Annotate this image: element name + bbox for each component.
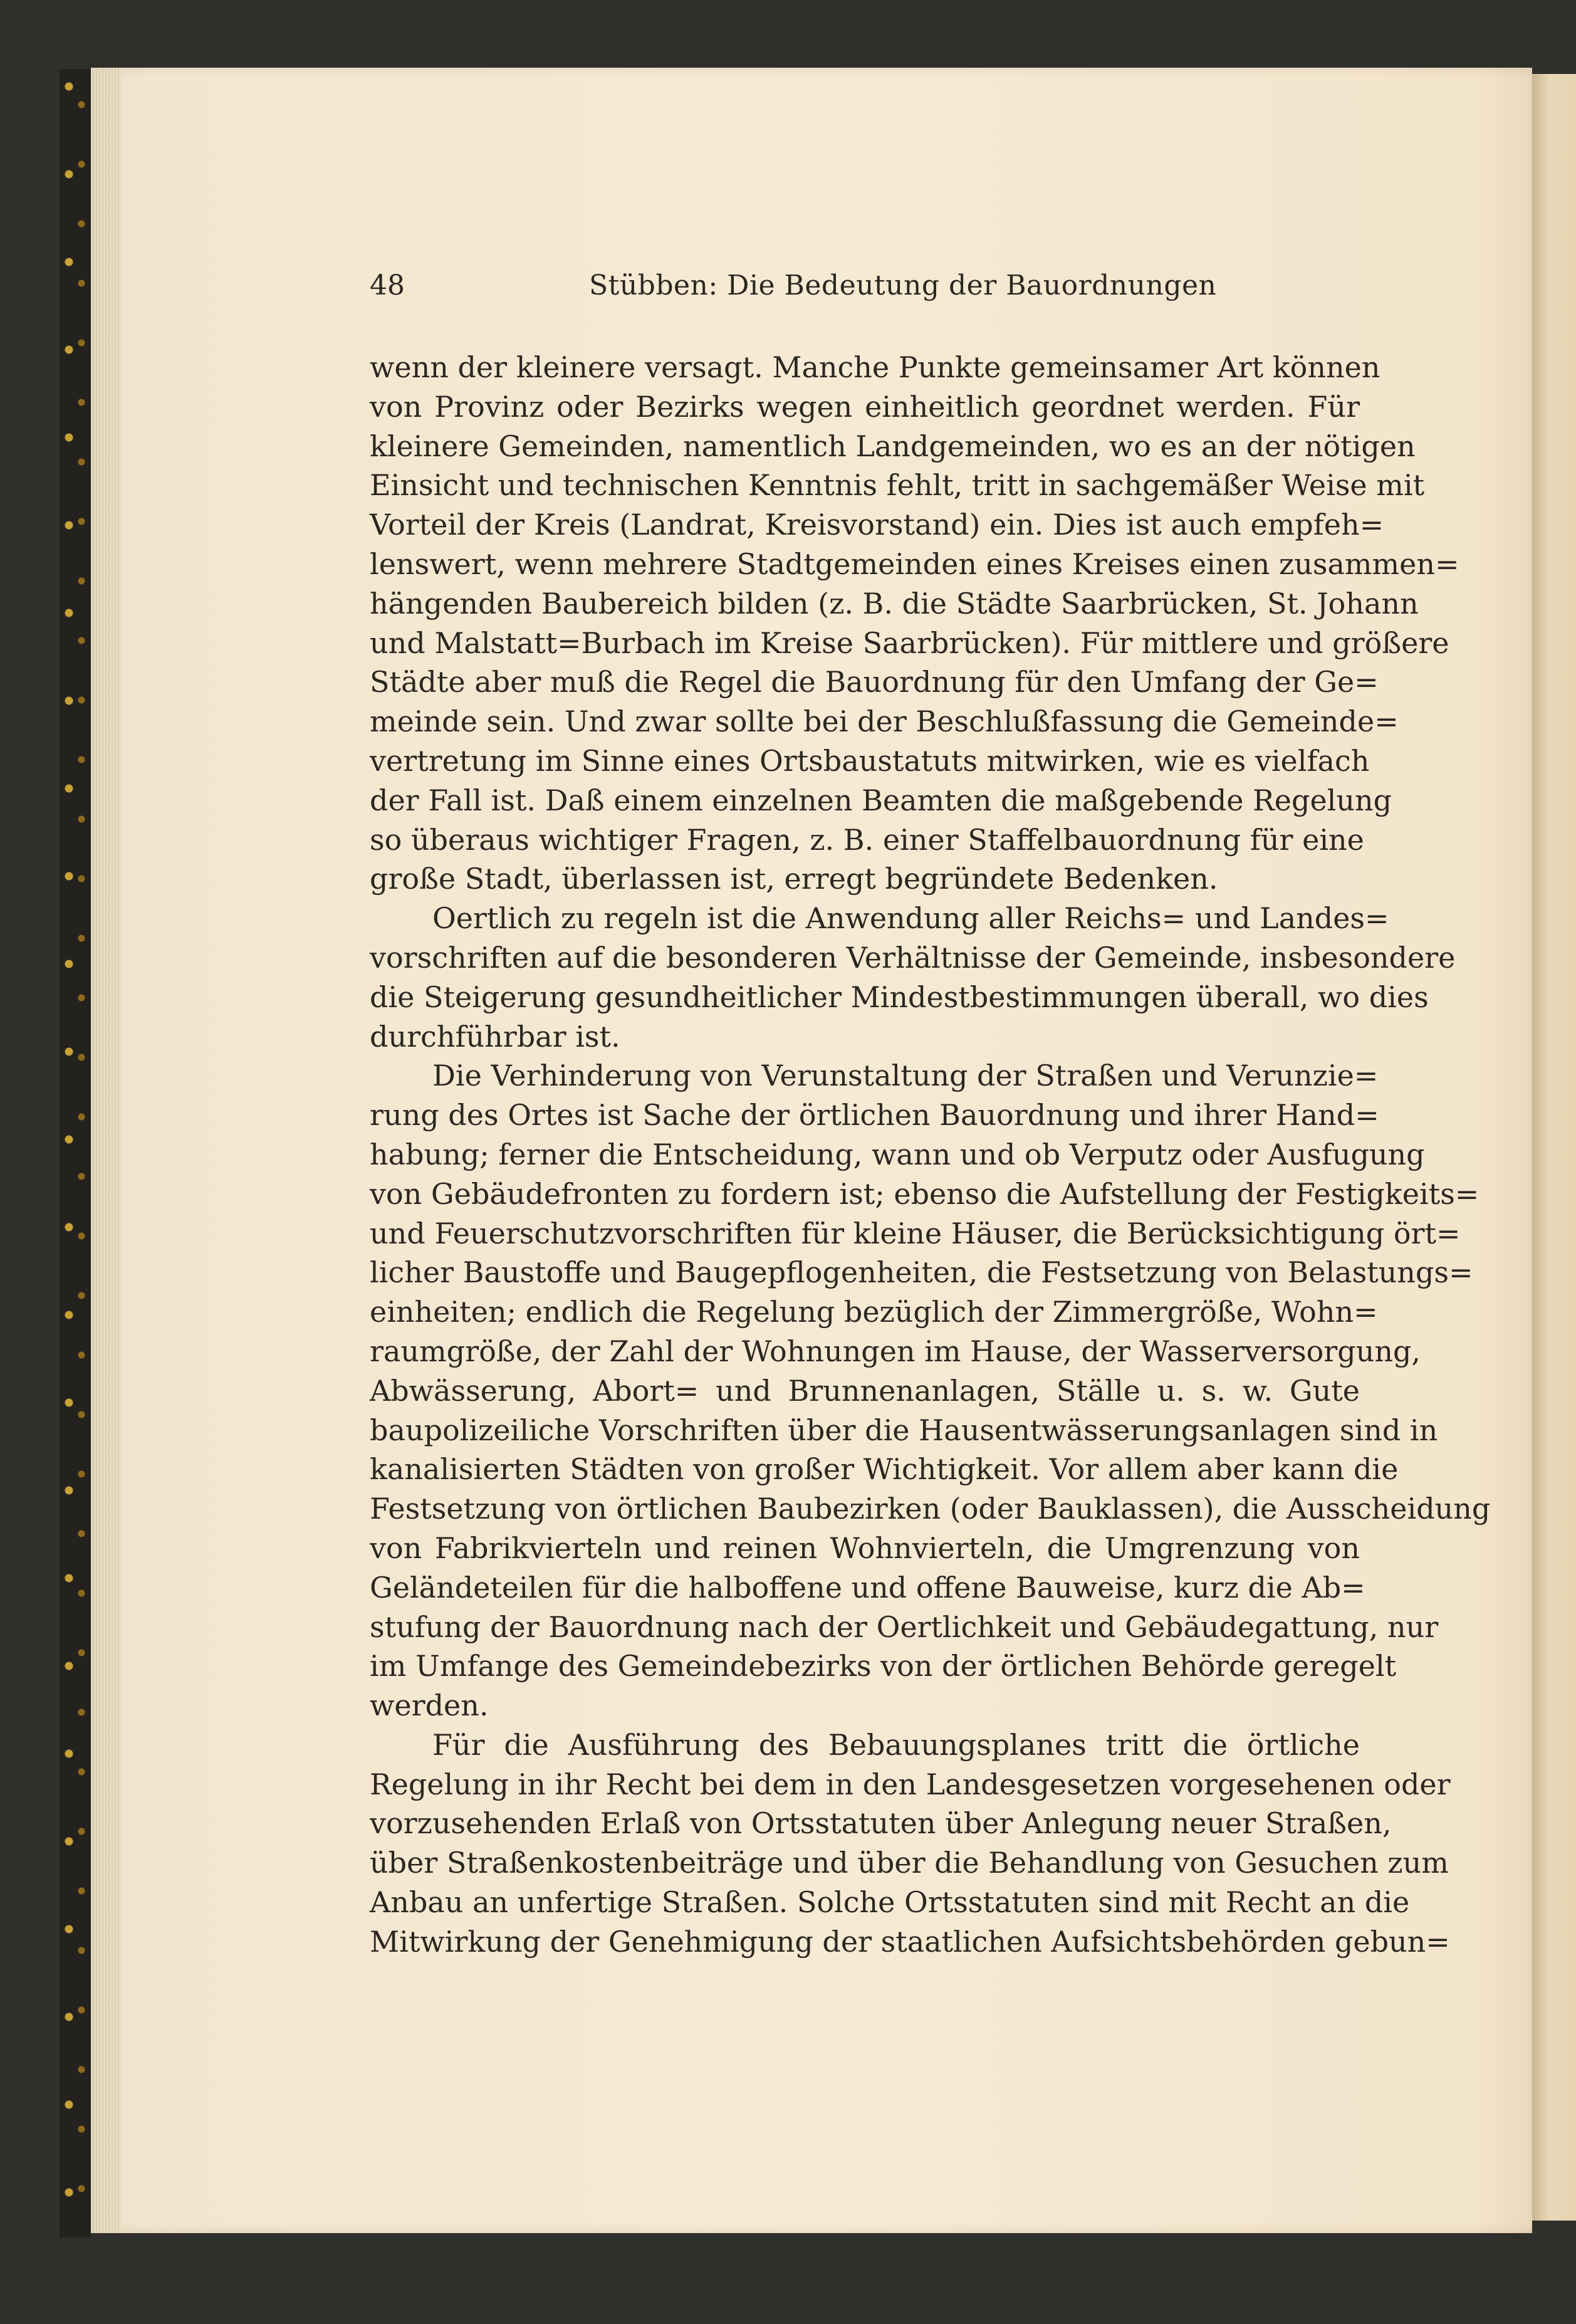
text-line: durchführbar ist. (370, 1019, 620, 1054)
text-line: Oertlich zu regeln ist die Anwendung aller Reichs= und Landes= (432, 901, 1389, 936)
text-line: so überaus wichtiger Fragen, z. B. einer Staffelbauordnung für eine (370, 822, 1364, 857)
page-number: 48 (370, 270, 405, 301)
text-line: über Straßenkostenbeiträge und über die Behandlung von Gesuchen zum (370, 1846, 1449, 1880)
text-line: und Malstatt=Burbach im Kreise Saarbrücken). Für mittlere und größere (370, 625, 1449, 660)
text-line: meinde sein. Und zwar sollte bei der Beschlußfassung die Gemeinde= (370, 704, 1399, 739)
text-line: und Feuerschutzvorschriften für kleine Häuser, die Berücksichtigung ört= (370, 1216, 1461, 1250)
text-line: vorschriften auf die besonderen Verhältnisse der Gemeinde, insbesondere (370, 940, 1456, 975)
page-stack-edge (91, 68, 121, 2233)
text-line: hängenden Baubereich bilden (z. B. die Städte Saarbrücken, St. Johann (370, 586, 1419, 620)
text-line: rung des Ortes ist Sache der örtlichen Bauordnung und ihrer Hand= (370, 1098, 1379, 1133)
text-line: kanalisierten Städten von großer Wichtigkeit. Vor allem aber kann die (370, 1452, 1399, 1487)
text-line: von Gebäudefronten zu fordern ist; ebenso die Aufstellung der Festigkeits= (370, 1176, 1479, 1211)
text-line: wenn der kleinere versagt. Manche Punkte gemeinsamer Art können (370, 350, 1380, 384)
text-line: von Provinz oder Bezirks wegen einheitlich geordnet werden. Für (370, 389, 1360, 424)
text-line: Städte aber muß die Regel die Bauordnung für den Umfang der Ge= (370, 665, 1379, 699)
text-line: Die Verhinderung von Verunstaltung der Straßen und Verunzie= (432, 1059, 1379, 1093)
text-line: Mitwirkung der Genehmigung der staatlichen Aufsichtsbehörden gebun= (370, 1924, 1450, 1959)
book-spine-edge (60, 69, 91, 2238)
text-line: raumgröße, der Zahl der Wohnungen im Hause, der Wasserversorgung, (370, 1334, 1421, 1368)
text-line: die Steigerung gesundheitlicher Mindestbestimmungen überall, wo dies (370, 980, 1429, 1014)
text-line: werden. (370, 1688, 489, 1723)
text-line: von Fabrikvierteln und reinen Wohnvierteln, die Umgrenzung von (370, 1531, 1360, 1565)
paragraph (370, 1725, 1451, 1962)
text-line: stufung der Bauordnung nach der Oertlichkeit und Gebäudegattung, nur (370, 1610, 1439, 1644)
paragraph (370, 1056, 1491, 1725)
body-text (370, 348, 1491, 1962)
text-line: Einsicht und technischen Kenntnis fehlt, tritt in sachgemäßer Weise mit (370, 468, 1425, 503)
running-head: Stübben: Die Bedeutung der Bauordnungen (589, 270, 1217, 301)
text-line: große Stadt, überlassen ist, erregt begründete Bedenken. (370, 862, 1218, 896)
paragraph (370, 348, 1459, 899)
text-line: Regelung in ihr Recht bei dem in den Landesgesetzen vorgesehenen oder (370, 1767, 1451, 1801)
text-line: vorzusehenden Erlaß von Ortsstatuten über Anlegung neuer Straßen, (370, 1806, 1392, 1841)
paragraph (370, 899, 1456, 1056)
page-header (370, 270, 1435, 313)
text-line: Abwässerung, Abort= und Brunnenanlagen, Ställe u. s. w. Gute (370, 1373, 1360, 1408)
text-line: Vorteil der Kreis (Landrat, Kreisvorstand) ein. Dies ist auch empfeh= (370, 508, 1384, 542)
text-line: Geländeteilen für die halboffene und offene Bauweise, kurz die Ab= (370, 1570, 1365, 1604)
text-line: vertretung im Sinne eines Ortsbaustatuts mitwirken, wie es vielfach (370, 743, 1370, 778)
text-line: habung; ferner die Entscheidung, wann und ob Verputz oder Ausfugung (370, 1137, 1425, 1171)
text-line: licher Baustoffe und Baugepflogenheiten, die Festsetzung von Belastungs= (370, 1255, 1473, 1290)
text-line: im Umfange des Gemeindebezirks von der örtlichen Behörde geregelt (370, 1649, 1397, 1683)
text-line: lenswert, wenn mehrere Stadtgemeinden eines Kreises einen zusammen= (370, 547, 1459, 581)
text-line: Festsetzung von örtlichen Baubezirken (oder Bauklassen), die Ausscheidung (370, 1492, 1491, 1526)
text-line: der Fall ist. Daß einem einzelnen Beamten die maßgebende Regelung (370, 783, 1392, 817)
facing-page-edge (1532, 74, 1576, 2221)
text-line: Für die Ausführung des Bebauungsplanes tritt die örtliche (432, 1727, 1360, 1762)
text-line: baupolizeiliche Vorschriften über die Hausentwässerungsanlagen sind in (370, 1413, 1438, 1447)
text-line: kleinere Gemeinden, namentlich Landgemeinden, wo es an der nötigen (370, 429, 1416, 463)
text-line: einheiten; endlich die Regelung bezüglich der Zimmergröße, Wohn= (370, 1295, 1378, 1329)
text-line: Anbau an unfertige Straßen. Solche Ortsstatuten sind mit Recht an die (370, 1885, 1410, 1920)
